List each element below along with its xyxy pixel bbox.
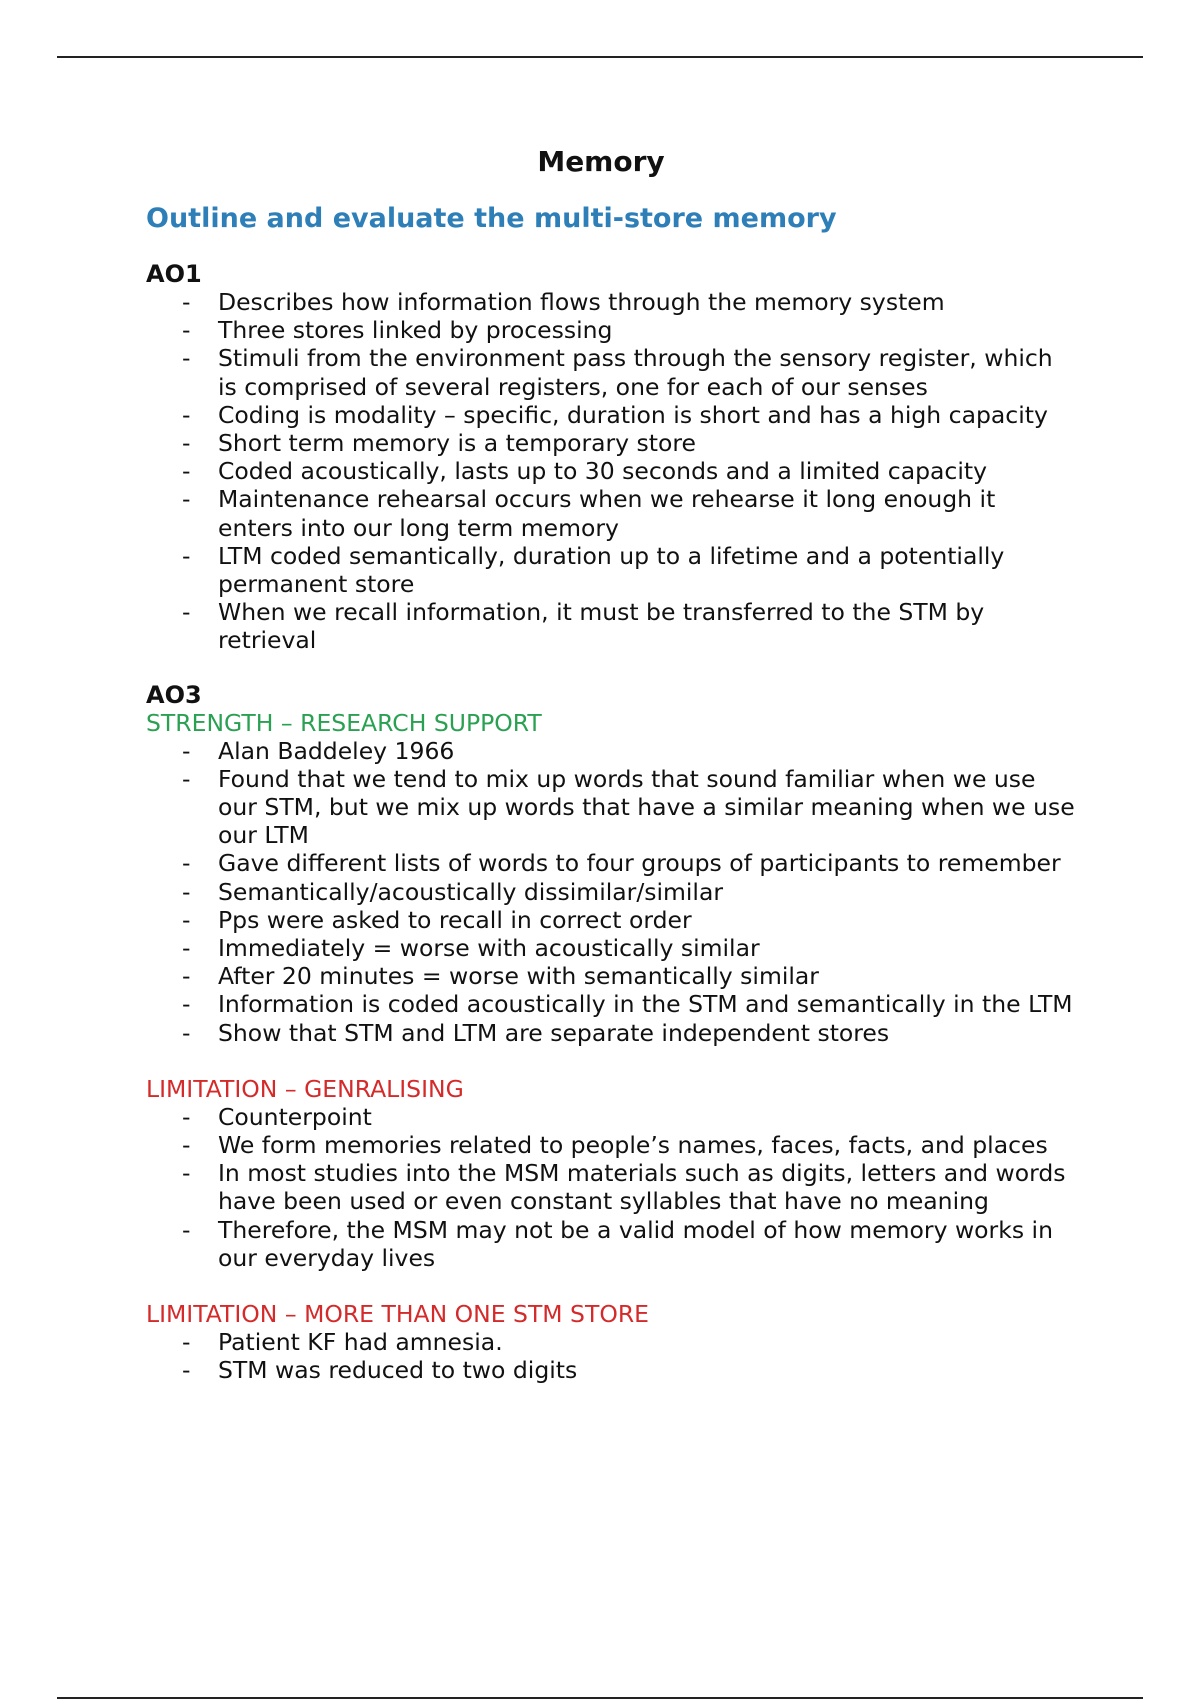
list-item [146, 990, 1076, 1018]
list-item-text: Found that we tend to mix up words that sound familiar when we use our STM, but we mix up words that have a similar meaning when we use our LTM [218, 764, 1075, 850]
list-item-text: Therefore, the MSM may not be a valid model of how memory works in our everyday lives [218, 1215, 1053, 1272]
dash-bullet: - [182, 457, 191, 486]
page-title: Memory [537, 145, 665, 178]
dash-bullet: - [182, 877, 191, 906]
limitation-stm-store-heading: LIMITATION – MORE THAN ONE STM STORE [146, 1300, 649, 1329]
limitation-stm-store-list [146, 1328, 1076, 1384]
ao3-heading: AO3 [146, 680, 202, 709]
list-item [146, 934, 1076, 962]
limitation-generalising-list [146, 1103, 1076, 1272]
dash-bullet: - [182, 1102, 191, 1131]
list-item [146, 344, 1076, 400]
dash-bullet: - [182, 1018, 191, 1047]
list-item [146, 401, 1076, 429]
list-item-text: Alan Baddeley 1966 [218, 736, 455, 765]
dash-bullet: - [182, 1159, 191, 1188]
document-body [146, 140, 1076, 1385]
list-item [146, 457, 1076, 485]
dash-bullet: - [182, 849, 191, 878]
list-item [146, 288, 1076, 316]
dash-bullet: - [182, 1131, 191, 1160]
dash-bullet: - [182, 344, 191, 373]
top-rule [57, 56, 1143, 58]
dash-bullet: - [182, 990, 191, 1019]
list-item [146, 485, 1076, 541]
list-item [146, 316, 1076, 344]
dash-bullet: - [182, 429, 191, 458]
list-item-text: We form memories related to people’s names, faces, facts, and places [218, 1131, 1048, 1160]
list-item-text: Show that STM and LTM are separate independent stores [218, 1018, 890, 1047]
list-item-text: Patient KF had amnesia. [218, 1328, 503, 1357]
ao1-list [146, 288, 1076, 655]
dash-bullet: - [182, 598, 191, 627]
list-item-text: In most studies into the MSM materials such as digits, letters and words have been used or even constant syllables that have no meaning [218, 1159, 1066, 1216]
list-item [146, 598, 1076, 654]
list-item [146, 962, 1076, 990]
list-item-text: Immediately = worse with acoustically similar [218, 934, 760, 963]
list-item-text: Maintenance rehearsal occurs when we rehearse it long enough it enters into our long term memory [218, 485, 996, 542]
list-item-text: Information is coded acoustically in the STM and semantically in the LTM [218, 990, 1073, 1019]
list-item [146, 1328, 1076, 1356]
list-item-text: Coding is modality – specific, duration is short and has a high capacity [218, 400, 1048, 429]
dash-bullet: - [182, 1356, 191, 1385]
list-item-text: Stimuli from the environment pass through the sensory register, which is comprised of several registers, one for each of our senses [218, 344, 1053, 401]
dash-bullet: - [182, 316, 191, 345]
list-item-text: Pps were asked to recall in correct order [218, 905, 692, 934]
list-item-text: Describes how information flows through the memory system [218, 288, 945, 316]
dash-bullet: - [182, 736, 191, 765]
list-item [146, 737, 1076, 765]
list-item [146, 429, 1076, 457]
limitation-generalising-heading: LIMITATION – GENRALISING [146, 1074, 464, 1103]
dash-bullet: - [182, 1328, 191, 1357]
bottom-rule [57, 1697, 1143, 1699]
list-item [146, 1103, 1076, 1131]
strength-list [146, 737, 1076, 1047]
list-item-text: Semantically/acoustically dissimilar/similar [218, 877, 724, 906]
list-item [146, 1159, 1076, 1215]
list-item-text: Three stores linked by processing [218, 316, 613, 345]
dash-bullet: - [182, 905, 191, 934]
dash-bullet: - [182, 288, 191, 316]
list-item [146, 1019, 1076, 1047]
dash-bullet: - [182, 400, 191, 429]
question-heading: Outline and evaluate the multi-store memory [146, 203, 837, 234]
list-item-text: LTM coded semantically, duration up to a lifetime and a potentially permanent store [218, 541, 1005, 599]
list-item [146, 1356, 1076, 1384]
list-item-text: After 20 minutes = worse with semantically similar [218, 962, 819, 991]
dash-bullet: - [182, 764, 191, 793]
dash-bullet: - [182, 934, 191, 963]
strength-heading: STRENGTH – RESEARCH SUPPORT [146, 708, 542, 737]
list-item-text: STM was reduced to two digits [218, 1356, 578, 1385]
list-item [146, 906, 1076, 934]
list-item-text: Counterpoint [218, 1102, 372, 1131]
list-item-text: Coded acoustically, lasts up to 30 seconds and a limited capacity [218, 457, 987, 486]
list-item [146, 542, 1076, 598]
dash-bullet: - [182, 541, 191, 570]
list-item [146, 1131, 1076, 1159]
dash-bullet: - [182, 1215, 191, 1244]
list-item [146, 1216, 1076, 1272]
list-item-text: When we recall information, it must be transferred to the STM by retrieval [218, 598, 985, 655]
list-item [146, 765, 1076, 850]
list-item [146, 849, 1076, 877]
list-item [146, 878, 1076, 906]
ao1-heading: AO1 [146, 260, 202, 288]
list-item-text: Short term memory is a temporary store [218, 429, 696, 458]
dash-bullet: - [182, 962, 191, 991]
dash-bullet: - [182, 485, 191, 514]
list-item-text: Gave different lists of words to four groups of participants to remember [218, 849, 1061, 878]
